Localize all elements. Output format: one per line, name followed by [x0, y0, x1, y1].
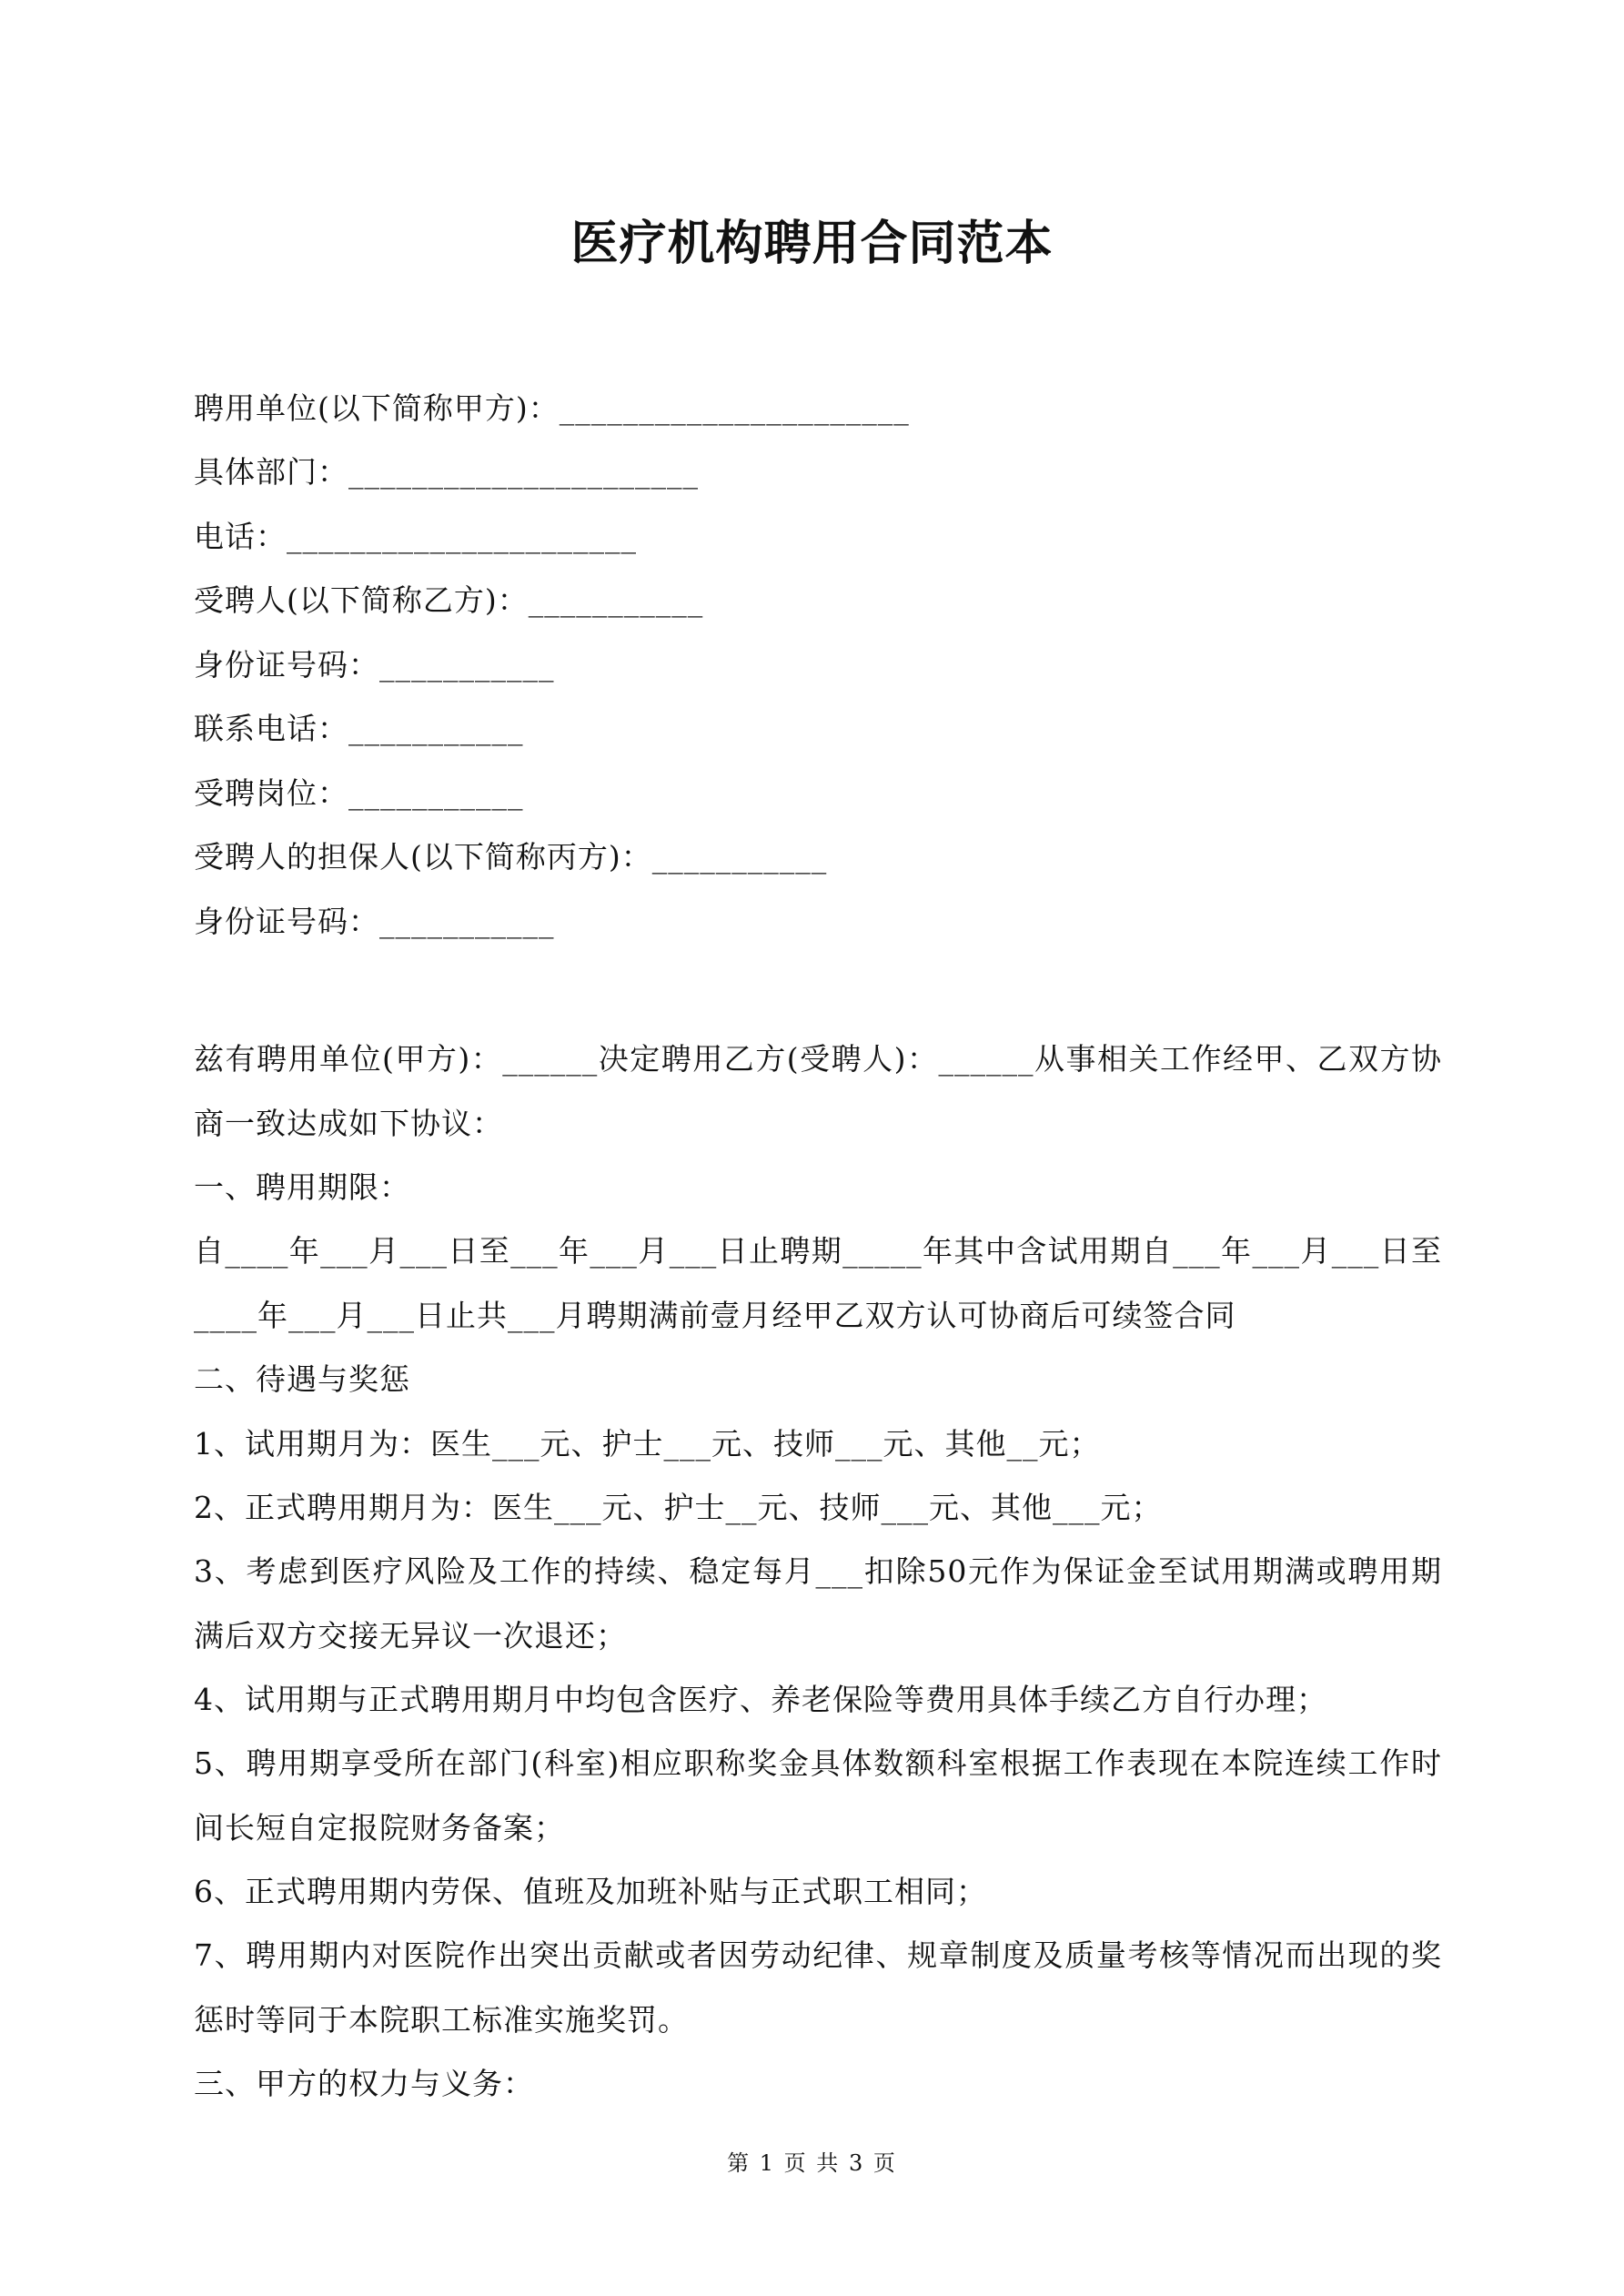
field-employer: 聘用单位(以下简称甲方)：______________________	[194, 390, 910, 426]
clause-6: 6、正式聘用期内劳保、值班及加班补贴与正式职工相同；	[194, 1874, 987, 1909]
section-2-heading: 二、待遇与奖惩	[194, 1361, 410, 1397]
clause-5: 5、聘用期享受所在部门(科室)相应职称奖金具体数额科室根据工作表现在本院连续工作时间长短自定报院财务备案；	[194, 1745, 1442, 1846]
clause-1: 1、试用期月为：医生___元、护士___元、技师___元、其他__元；	[194, 1426, 1101, 1462]
field-position: 受聘岗位：___________	[194, 775, 524, 811]
intro-paragraph: 兹有聘用单位(甲方)：______决定聘用乙方(受聘人)：______从事相关工作经甲、乙双方协商一致达成如下协议：	[194, 1041, 1442, 1141]
field-department: 具体部门：______________________	[194, 454, 699, 490]
field-guarantor: 受聘人的担保人(以下简称丙方)：___________	[194, 839, 828, 875]
field-employee: 受聘人(以下简称乙方)：___________	[194, 582, 704, 618]
section-1-text: 自____年___月___日至___年___月___日止聘期_____年其中含试用期自___年___月___日至____年___月___日止共___月聘期满前壹月经甲乙双方认可协商后可续签合同	[194, 1233, 1442, 1333]
clause-4: 4、试用期与正式聘用期月中均包含医疗、养老保险等费用具体手续乙方自行办理；	[194, 1682, 1327, 1717]
page-footer: 第 1 页 共 3 页	[727, 2150, 897, 2176]
field-contact-phone: 联系电话：___________	[194, 711, 524, 746]
section-1-heading: 一、聘用期限：	[194, 1169, 410, 1205]
document-title: 医疗机构聘用合同范本	[570, 217, 1054, 271]
field-id-number: 身份证号码：___________	[194, 647, 555, 683]
field-guarantor-id-number: 身份证号码：___________	[194, 904, 555, 939]
section-3-heading: 三、甲方的权力与义务：	[194, 2066, 534, 2101]
field-phone: 电话：______________________	[194, 519, 637, 554]
clause-2: 2、正式聘用期月为：医生___元、护士__元、技师___元、其他___元；	[194, 1490, 1163, 1525]
clause-3: 3、考虑到医疗风险及工作的持续、稳定每月___扣除50元作为保证金至试用期满或聘用期满后双方交接无异议一次退还；	[194, 1553, 1442, 1654]
clause-7: 7、聘用期内对医院作出突出贡献或者因劳动纪律、规章制度及质量考核等情况而出现的奖惩时等同于本院职工标准实施奖罚。	[194, 1937, 1442, 2038]
